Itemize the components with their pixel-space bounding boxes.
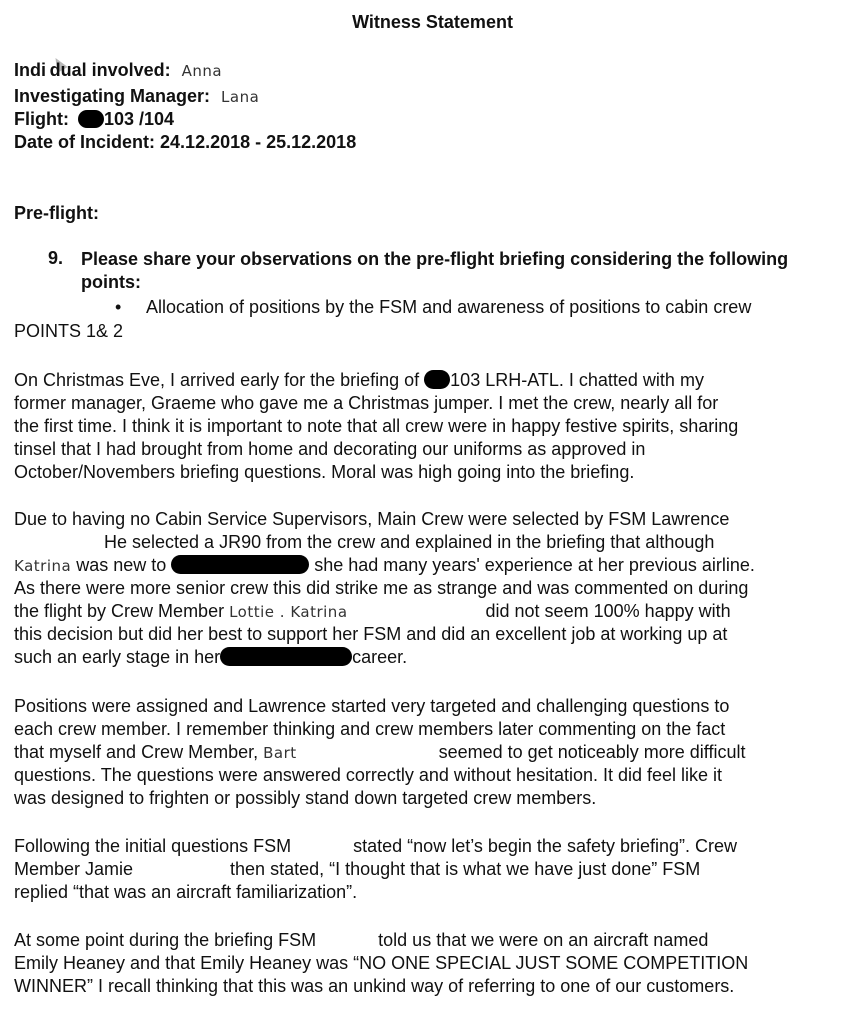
p4-line-2b: then stated, “I thought that is what we have just done” FSM [230,859,701,879]
section-heading: Pre-flight: [14,203,99,223]
p1-line-4: tinsel that I had brought from home and decorating our uniforms as approved in [14,439,646,459]
p5-line-1a: At some point during the briefing FSM [14,930,317,950]
question-text: Please share your observations on the pre-flight briefing considering the following points: [81,249,789,292]
p2-line-2: He selected a JR90 from the crew and explained in the briefing that although [104,532,715,552]
p4-line-1b: stated “now let’s begin the safety briefing”. Crew [353,836,738,856]
p2-line-7a: such an early stage in her [14,647,221,667]
individual-involved-row [14,60,222,81]
p2-line-5a: the flight by Crew Member [14,601,230,621]
flight-value: 103 /104 [104,109,175,129]
document-title: Witness Statement [352,12,513,32]
investigating-manager-row [14,86,259,107]
p1-line-1b: 103 LRH-ATL. I chatted with my [450,370,704,390]
paragraph-1 [14,369,854,484]
redaction-mark [171,555,309,574]
p2-line-6: this decision but did her best to support her FSM and did an excellent job at working up at [14,624,728,644]
p1-line-2: former manager, Graeme who gave me a Christmas jumper. I met the crew, nearly all for [14,393,719,413]
name-bart: Bart [263,744,297,762]
p2-line-3b: she had many years' experience at her previous airline. [309,555,755,575]
name-katrina: Katrina [14,557,72,575]
p4-line-1a: Following the initial questions FSM [14,836,292,856]
date-value: 24.12.2018 - 25.12.2018 [160,132,357,152]
manager-value: Lana [221,88,260,106]
p2-line-7b: career. [352,647,408,667]
date-of-incident-row [14,132,356,153]
p4-line-2a: Member Jamie [14,859,134,879]
question-number: 9. [48,248,64,268]
redaction-mark [424,370,450,389]
redaction-mark [78,110,104,128]
name-katrina-2: Katrina [290,603,348,621]
date-label: Date of Incident: [14,132,156,152]
points-reference: POINTS 1& 2 [14,321,124,341]
p3-line-3a: that myself and Crew Member, [14,742,264,762]
paragraph-4 [14,835,854,904]
p2-line-5b: did not seem 100% happy with [485,601,731,621]
individual-value: Anna [181,62,223,80]
p2-line-3a: was new to [71,555,172,575]
redaction-mark [220,647,352,666]
individual-label: Indi dual involved: [14,60,171,80]
p3-line-3b: seemed to get noticeably more difficult [438,742,746,762]
paragraph-2 [14,508,854,669]
p1-line-1a: On Christmas Eve, I arrived early for the briefing of [14,370,425,390]
question-bullet: Allocation of positions by the FSM and awareness of positions to cabin crew [146,297,752,317]
p5-line-3: WINNER” I recall thinking that this was an unkind way of referring to one of our customers. [14,976,735,996]
p3-line-1: Positions were assigned and Lawrence started very targeted and challenging questions to [14,696,730,716]
name-lottie: Lottie [229,603,275,621]
p4-line-3: replied “that was an aircraft familiarization”. [14,882,358,902]
p5-line-1b: told us that we were on an aircraft named [378,930,709,950]
separator-dot: . [274,603,291,621]
p2-line-4: As there were more senior crew this did strike me as strange and was commented on during [14,578,749,598]
flight-label: Flight: [14,109,69,129]
p1-line-5: October/Novembers briefing questions. Moral was high going into the briefing. [14,462,635,482]
paragraph-5 [14,929,854,998]
p3-line-4: questions. The questions were answered correctly and without hesitation. It did feel like it [14,765,723,785]
p3-line-5: was designed to frighten or possibly stand down targeted crew members. [14,788,597,808]
p5-line-2: Emily Heaney and that Emily Heaney was “NO ONE SPECIAL JUST SOME COMPETITION [14,953,749,973]
p3-line-2: each crew member. I remember thinking and crew members later commenting on the fact [14,719,726,739]
bullet-icon: • [115,297,122,317]
p2-line-1: Due to having no Cabin Service Supervisors, Main Crew were selected by FSM Lawrence [14,509,730,529]
p1-line-3: the first time. I think it is important to note that all crew were in happy festive spirits, sharing [14,416,739,436]
flight-row [14,109,174,130]
manager-label: Investigating Manager: [14,86,211,106]
paragraph-3 [14,695,854,810]
